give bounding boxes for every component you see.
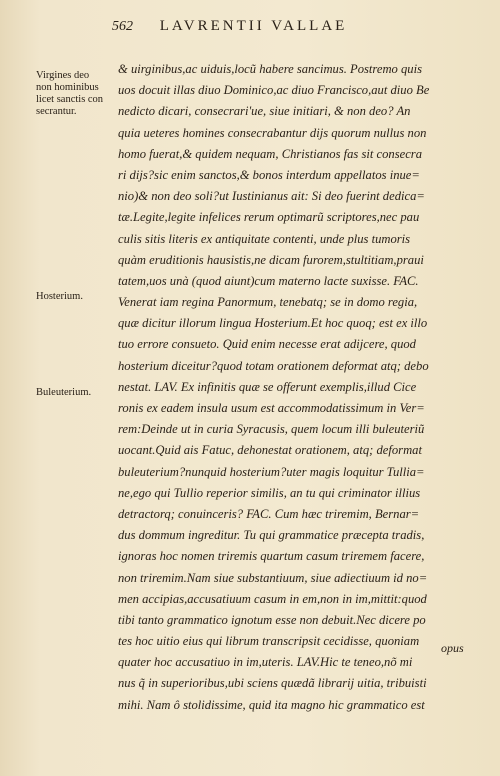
- text-line: nedicto dicari, consecrari'ue, siue initiari, & non deo? An: [118, 104, 411, 119]
- text-line: quater hoc accusatiuo in im,uteris. LAV.Hic te teneo,nõ mi: [118, 655, 413, 670]
- text-line: ronis ex eadem insula usum est accommodatissimum in Ver=: [118, 401, 425, 415]
- text-line: tæ.Legite,legite infelices rerum optimarũ scriptores,nec pau: [118, 210, 420, 225]
- text-line: men accipias,accusatiuum casum in em,non in im,mittit:quod: [118, 591, 427, 606]
- text-line: quæ dicitur illorum lingua Hosterium.Et hoc quoq; est ex illo: [118, 316, 428, 331]
- text-line: hosterium diceitur?quod totam orationem deformat atq; debo: [118, 358, 429, 373]
- text-line: tatem,uos unà (quod aiunt)cum materno lacte suxisse. FAC.: [118, 273, 419, 288]
- body-text: [118, 59, 473, 716]
- text-line: & uirginibus,ac uiduis,locũ habere sancimus. Postremo quis: [118, 62, 422, 76]
- page-number: 562: [112, 19, 133, 34]
- text-line: nio)& non deo soli?ut Iustinianus ait: Si deo fuerint dedica=: [118, 189, 425, 204]
- marginal-note-buleuterium: Buleuterium.: [36, 387, 92, 398]
- text-line: uocant.Quid ais Fatuc, dehonestat orationem, atq; deformat: [118, 443, 422, 458]
- text-line: tuo errore consueto. Quid enim necesse erat adijcere, quod: [118, 337, 416, 352]
- text-line: tibi tanto grammatico ignotum esse non debuit.Nec dicere po: [118, 612, 426, 627]
- marginal-note-virgines: Virgines deo non hominibus licet sanctis con secrantur.: [36, 70, 104, 117]
- text-line: dus dommum ingreditur. Tu qui grammatice præcepta tradis,: [118, 528, 425, 543]
- text-line: ne,ego qui Tullio reperior similis, an tu qui criminator illius: [118, 485, 421, 500]
- text-line: quàm eruditionis hausistis,ne dicam furorem,stultitiam,praui: [118, 252, 424, 267]
- text-line: non triremim.Nam siue substantiuum, siue adiectiuum id no=: [118, 570, 428, 585]
- text-line: ri dijs?sic enim sanctos,& bonos interdum appellatos inue=: [118, 167, 420, 182]
- text-line: detractorq; conuinceris? FAC. Cum hæc triremim, Bernar=: [118, 506, 420, 521]
- text-line: Venerat iam regina Panormum, tenebatq; se in domo regia,: [118, 295, 418, 310]
- text-line: nestat. LAV. Ex infinitis quæ se offerunt exemplis,illud Cice: [118, 379, 417, 394]
- text-line: tes hoc uitio eius qui librum transcripsit cecidisse, quoniam: [118, 634, 420, 649]
- text-line: culis sitis literis ex antiquitate contenti, unde plus tumoris: [118, 231, 411, 246]
- text-line: nus q̃ in superioribus,ubi sciens quædã librarij uitia, tribuisti: [118, 676, 427, 691]
- text-line: uos docuit illas diuo Dominico,ac diuo Francisco,aut diuo Be: [118, 83, 430, 98]
- text-line: quia ueteres homines consecrabantur dijs quorum nullus non: [118, 125, 427, 140]
- catchword: opus: [441, 641, 464, 655]
- text-line: homo fuerat,& quidem nequam, Christianos fas sit consecra: [118, 146, 422, 161]
- text-line: mihi. Nam ô stolidissime, quid ita magno hic grammatico est: [118, 697, 425, 712]
- text-line: rem:Deinde ut in curia Syracusis, quem locum illi buleuteriũ: [118, 422, 425, 437]
- marginal-note-hosterium: Hosterium.: [36, 291, 83, 302]
- running-title: LAVRENTII VALLAE: [159, 18, 348, 34]
- text-line: ignoras hoc nomen triremis quartum casum triremem facere,: [118, 549, 425, 564]
- text-line: buleuterium?nunquid hosterium?uter magis loquitur Tullia=: [118, 464, 425, 479]
- page-header: [112, 18, 347, 40]
